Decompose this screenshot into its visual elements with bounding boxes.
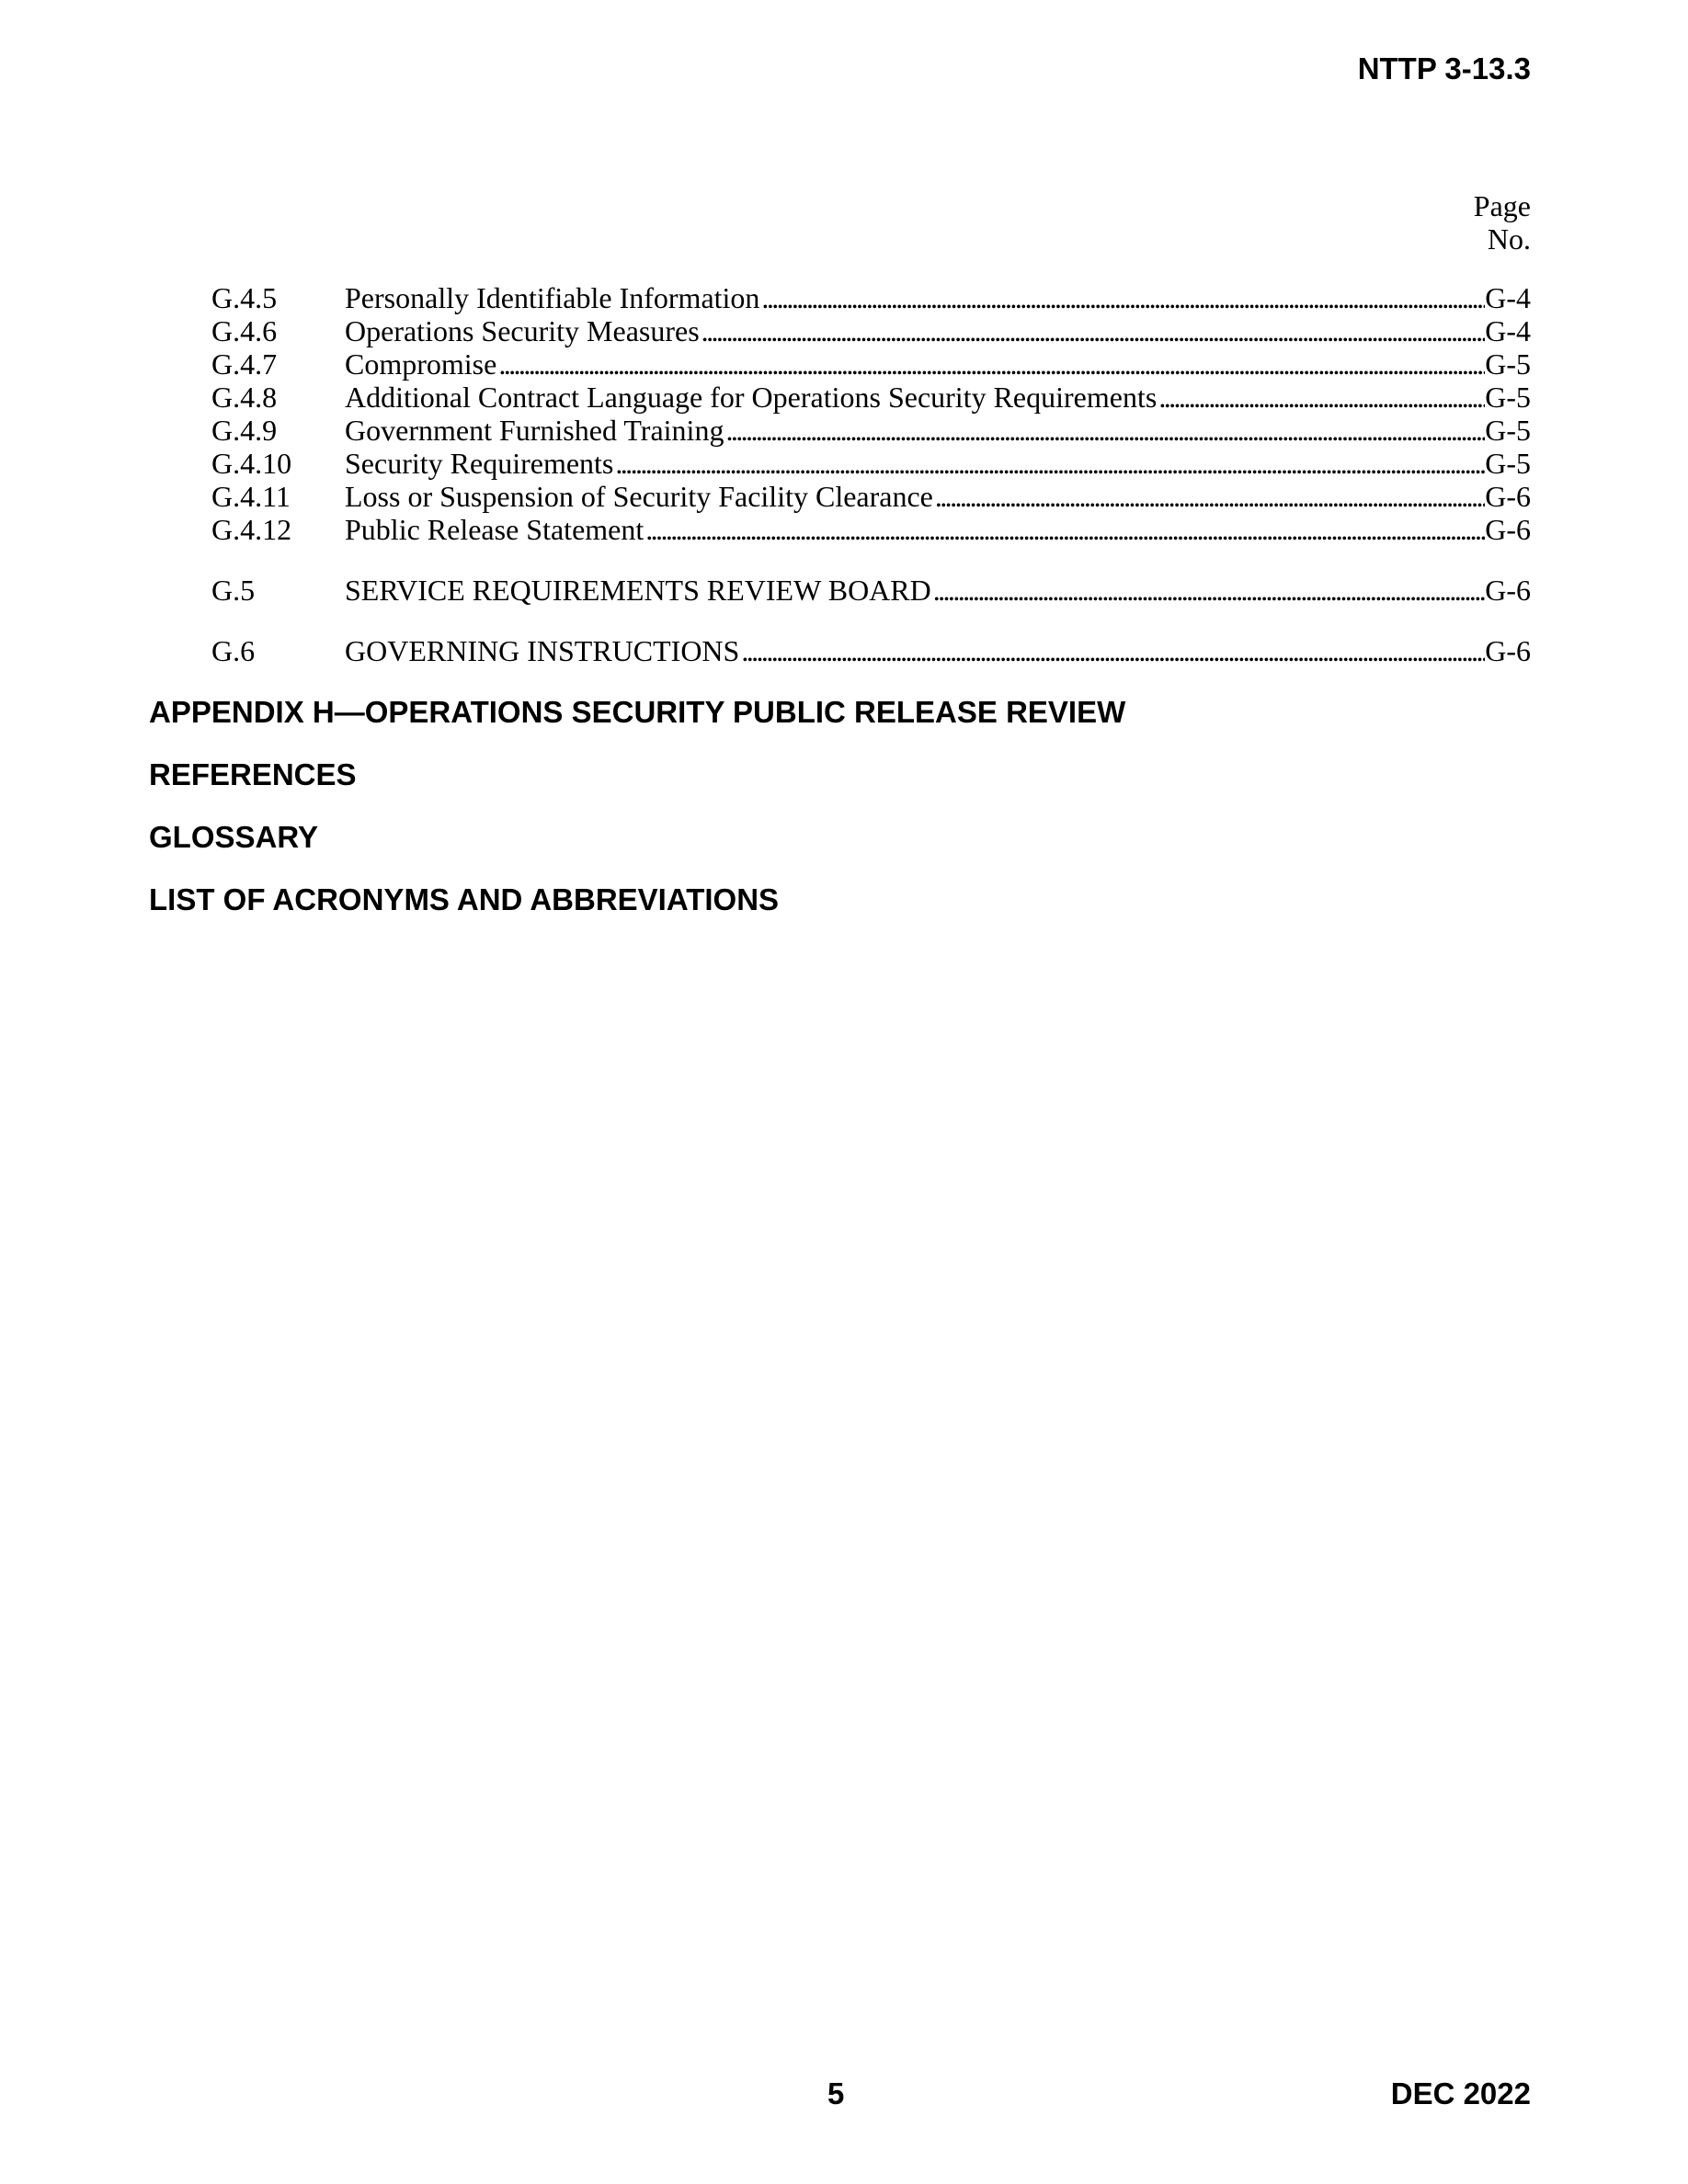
toc-entry-number: G.4.5 [211,281,278,314]
toc-entry-page: G-6 [1485,480,1531,513]
toc-entry-title: Operations Security Measures [345,314,700,347]
toc-entry-number: G.4.10 [211,447,292,480]
toc-entry[interactable] [211,447,1531,480]
dot-leader [700,314,1486,347]
table-of-contents [211,281,1531,667]
toc-entry-number: G.4.9 [211,414,278,447]
toc-entry-title: Additional Contract Language for Operations Security Requirements [345,381,1158,414]
toc-entry-page: G-4 [1485,314,1531,347]
toc-entry-page: G-6 [1485,513,1531,546]
dot-leader [644,513,1485,546]
toc-entry-title: Personally Identifiable Information [345,281,760,314]
toc-entry-title: Security Requirements [345,447,614,480]
toc-entry-title: Compromise [345,347,497,381]
references-heading[interactable]: REFERENCES [149,757,357,791]
toc-entry[interactable] [211,381,1531,414]
toc-entry[interactable] [211,281,1531,314]
dot-leader [1157,381,1485,414]
glossary-heading[interactable]: GLOSSARY [149,820,318,854]
acronyms-heading[interactable]: LIST OF ACRONYMS AND ABBREVIATIONS [149,882,780,916]
toc-entry-number: G.4.8 [211,381,278,414]
toc-entry-title: GOVERNING INSTRUCTIONS [345,634,740,667]
toc-entry[interactable] [211,634,1531,667]
appendix-h-heading[interactable]: APPENDIX H—OPERATIONS SECURITY PUBLIC RELEASE REVIEW [149,695,1126,729]
section-headings [149,694,1125,944]
toc-entry-page: G-5 [1485,381,1531,414]
toc-entry-number: G.5 [211,574,256,607]
toc-entry[interactable] [211,513,1531,546]
dot-leader [759,281,1485,314]
dot-leader [933,480,1485,513]
toc-entry[interactable] [211,574,1531,607]
dot-leader [613,447,1485,480]
toc-entry-page: G-6 [1485,634,1531,667]
toc-entry-title: Loss or Suspension of Security Facility Clearance [345,480,933,513]
toc-entry-title: Government Furnished Training [345,414,724,447]
page-number: 5 [827,2076,845,2110]
toc-entry-number: G.4.12 [211,513,292,546]
toc-entry-number: G.4.7 [211,347,278,381]
toc-entry-page: G-5 [1485,447,1531,480]
dot-leader [739,634,1485,667]
toc-entry-page: G-6 [1485,574,1531,607]
dot-leader [931,574,1486,607]
page-label-line2: No. [1487,222,1531,256]
toc-entry-page: G-5 [1485,414,1531,447]
toc-entry-number: G.6 [211,634,256,667]
dot-leader [724,414,1485,447]
publication-date: DEC 2022 [1390,2076,1531,2110]
toc-entry-title: Public Release Statement [345,513,644,546]
toc-entry[interactable] [211,414,1531,447]
toc-entry-title: SERVICE REQUIREMENTS REVIEW BOARD [345,574,931,607]
page-label-line1: Page [1473,189,1531,222]
toc-entry[interactable] [211,480,1531,513]
page-number-column-label [1474,189,1531,256]
toc-entry[interactable] [211,314,1531,347]
toc-entry-number: G.4.6 [211,314,278,347]
toc-entry[interactable] [211,347,1531,381]
toc-entry-page: G-5 [1485,347,1531,381]
toc-entry-page: G-4 [1485,281,1531,314]
dot-leader [496,347,1485,381]
document-id: NTTP 3-13.3 [1357,51,1531,85]
toc-entry-number: G.4.11 [211,480,291,513]
